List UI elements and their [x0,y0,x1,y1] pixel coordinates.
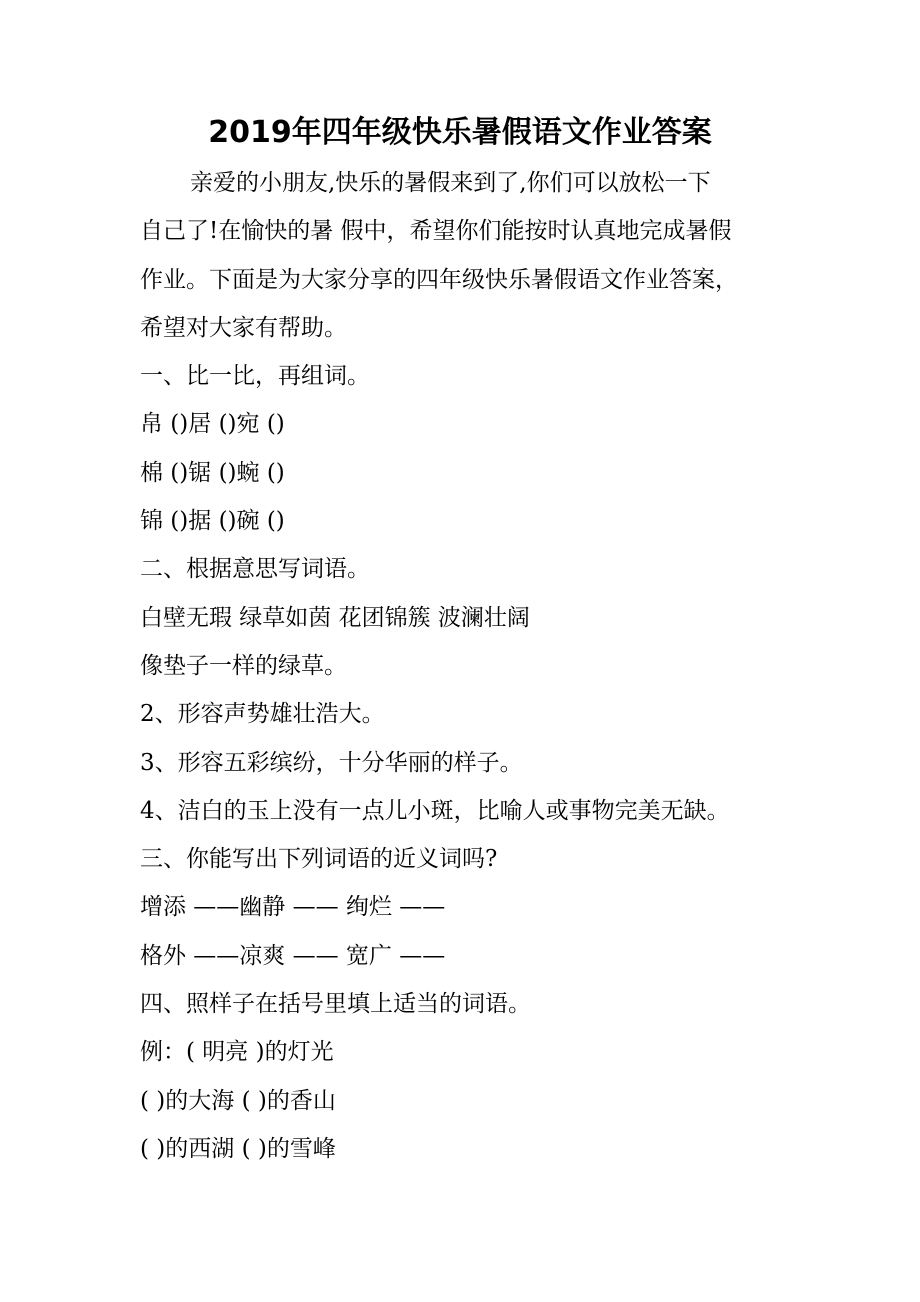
exercise-line: 4、洁白的玉上没有一点儿小斑，比喻人或事物完美无缺。 [140,797,730,824]
intro-line-2: 自己了!在愉快的暑 假中，希望你们能按时认真地完成暑假 [140,218,732,245]
exercise-line: 例：( 明亮 )的灯光 [140,1039,334,1066]
exercise-line: 格外 ——凉爽 —— 宽广 —— [140,942,446,969]
exercise-line: 白壁无瑕 绿草如茵 花团锦簇 波澜壮阔 [140,604,530,631]
exercise-line: 锦 ()据 ()碗 () [140,508,285,535]
document-body [140,159,790,1173]
exercise-line: ( )的大海 ( )的香山 [140,1087,336,1114]
intro-line-1: 亲爱的小朋友,快乐的暑假来到了,你们可以放松一下 [190,170,711,196]
exercise-line: 3、形容五彩缤纷，十分华丽的样子。 [140,749,523,776]
exercise-line: 增添 ——幽静 —— 绚烂 —— [140,894,446,921]
exercise-line: 像垫子一样的绿草。 [140,652,347,679]
exercise-line: ( )的西湖 ( )的雪峰 [140,1135,336,1162]
intro-line-3: 作业。下面是为大家分享的四年级快乐暑假语文作业答案， [140,266,738,293]
section-2-heading: 二、根据意思写词语。 [140,556,370,583]
section-1-heading: 一、比一比，再组词。 [140,363,370,390]
section-4-heading: 四、照样子在括号里填上适当的词语。 [140,991,531,1018]
exercise-line: 棉 ()锯 ()蜿 () [140,459,285,486]
exercise-line: 帛 ()居 ()宛 () [140,411,285,438]
section-3-heading: 三、你能写出下列词语的近义词吗? [140,846,498,873]
intro-line-4: 希望对大家有帮助。 [140,314,347,341]
document-title: 2019年四年级快乐暑假语文作业答案 [208,115,712,150]
exercise-line: 2、形容声势雄壮浩大。 [140,701,385,728]
